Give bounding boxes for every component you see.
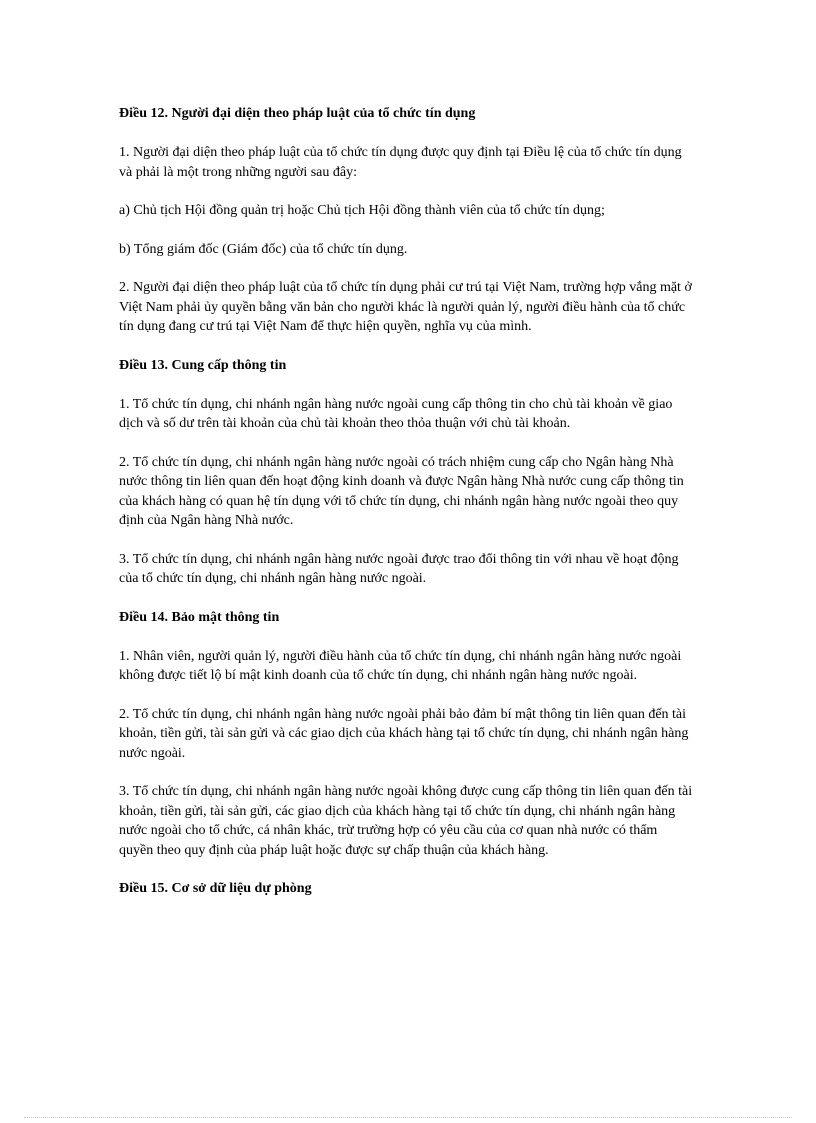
article-paragraph: a) Chủ tịch Hội đồng quản trị hoặc Chủ tịch Hội đồng thành viên của tổ chức tín dụng; <box>119 203 605 218</box>
article-paragraph: 2. Tổ chức tín dụng, chi nhánh ngân hàng nước ngoài có trách nhiệm cung cấp cho Ngân hàng Nhà nước thông tin liên quan đến hoạt động kinh doanh và được Ngân hàng Nhà nước cung cấp thông tin của khách hàng có quan hệ tín dụng với tổ chức tín dụng, chi nhánh ngân hàng nước ngoài theo quy định của Ngân hàng Nhà nước. <box>119 454 684 528</box>
article-15 <box>119 879 694 899</box>
article-heading: Điều 14. Bảo mật thông tin <box>119 609 280 625</box>
article-12 <box>119 104 694 337</box>
article-paragraph: 1. Người đại diện theo pháp luật của tổ chức tín dụng được quy định tại Điều lệ của tổ chức tín dụng và phải là một trong những người sau đây: <box>119 145 682 180</box>
article-13 <box>119 356 694 589</box>
article-paragraph: 3. Tổ chức tín dụng, chi nhánh ngân hàng nước ngoài được trao đổi thông tin với nhau về hoạt động của tổ chức tín dụng, chi nhánh ngân hàng nước ngoài. <box>119 551 679 586</box>
article-paragraph: 3. Tổ chức tín dụng, chi nhánh ngân hàng nước ngoài không được cung cấp thông tin liên quan đến tài khoản, tiền gửi, tài sản gửi, các giao dịch của khách hàng tại tổ chức tín dụng, chi nhánh ngân hàng nước ngoài cho tổ chức, cá nhân khác, trừ trường hợp có yêu cầu của cơ quan nhà nước có thẩm quyền theo quy định của pháp luật hoặc được sự chấp thuận của khách hàng. <box>119 784 693 858</box>
article-paragraph: b) Tổng giám đốc (Giám đốc) của tổ chức tín dụng. <box>119 241 408 257</box>
page-bottom-divider <box>24 1117 792 1118</box>
article-heading: Điều 13. Cung cấp thông tin <box>119 357 287 373</box>
article-heading: Điều 15. Cơ sở dữ liệu dự phòng <box>119 881 312 896</box>
article-paragraph: 2. Tổ chức tín dụng, chi nhánh ngân hàng nước ngoài phải bảo đảm bí mật thông tin liên quan đến tài khoản, tiền gửi, tài sản gửi và các giao dịch của khách hàng tại tổ chức tín dụng, chi nhánh ngân hàng nước ngoài. <box>119 706 689 761</box>
article-paragraph: 1. Nhân viên, người quản lý, người điều hành của tổ chức tín dụng, chi nhánh ngân hàng nước ngoài không được tiết lộ bí mật kinh doanh của tổ chức tín dụng, chi nhánh ngân hàng nước ngoài. <box>119 648 682 683</box>
article-paragraph: 1. Tổ chức tín dụng, chi nhánh ngân hàng nước ngoài cung cấp thông tin cho chủ tài khoản về giao dịch và số dư trên tài khoản của chủ tài khoản theo thỏa thuận với chủ tài khoản. <box>119 396 673 431</box>
document-page <box>119 104 694 918</box>
article-heading: Điều 12. Người đại diện theo pháp luật của tổ chức tín dụng <box>119 106 476 121</box>
article-14 <box>119 608 694 861</box>
article-paragraph: 2. Người đại diện theo pháp luật của tổ chức tín dụng phải cư trú tại Việt Nam, trường hợp vắng mặt ở Việt Nam phải ủy quyền bằng văn bản cho người khác là người quản lý, người điều hành của tổ chức tín dụng đang cư trú tại Việt Nam để thực hiện quyền, nghĩa vụ của mình. <box>119 280 692 334</box>
